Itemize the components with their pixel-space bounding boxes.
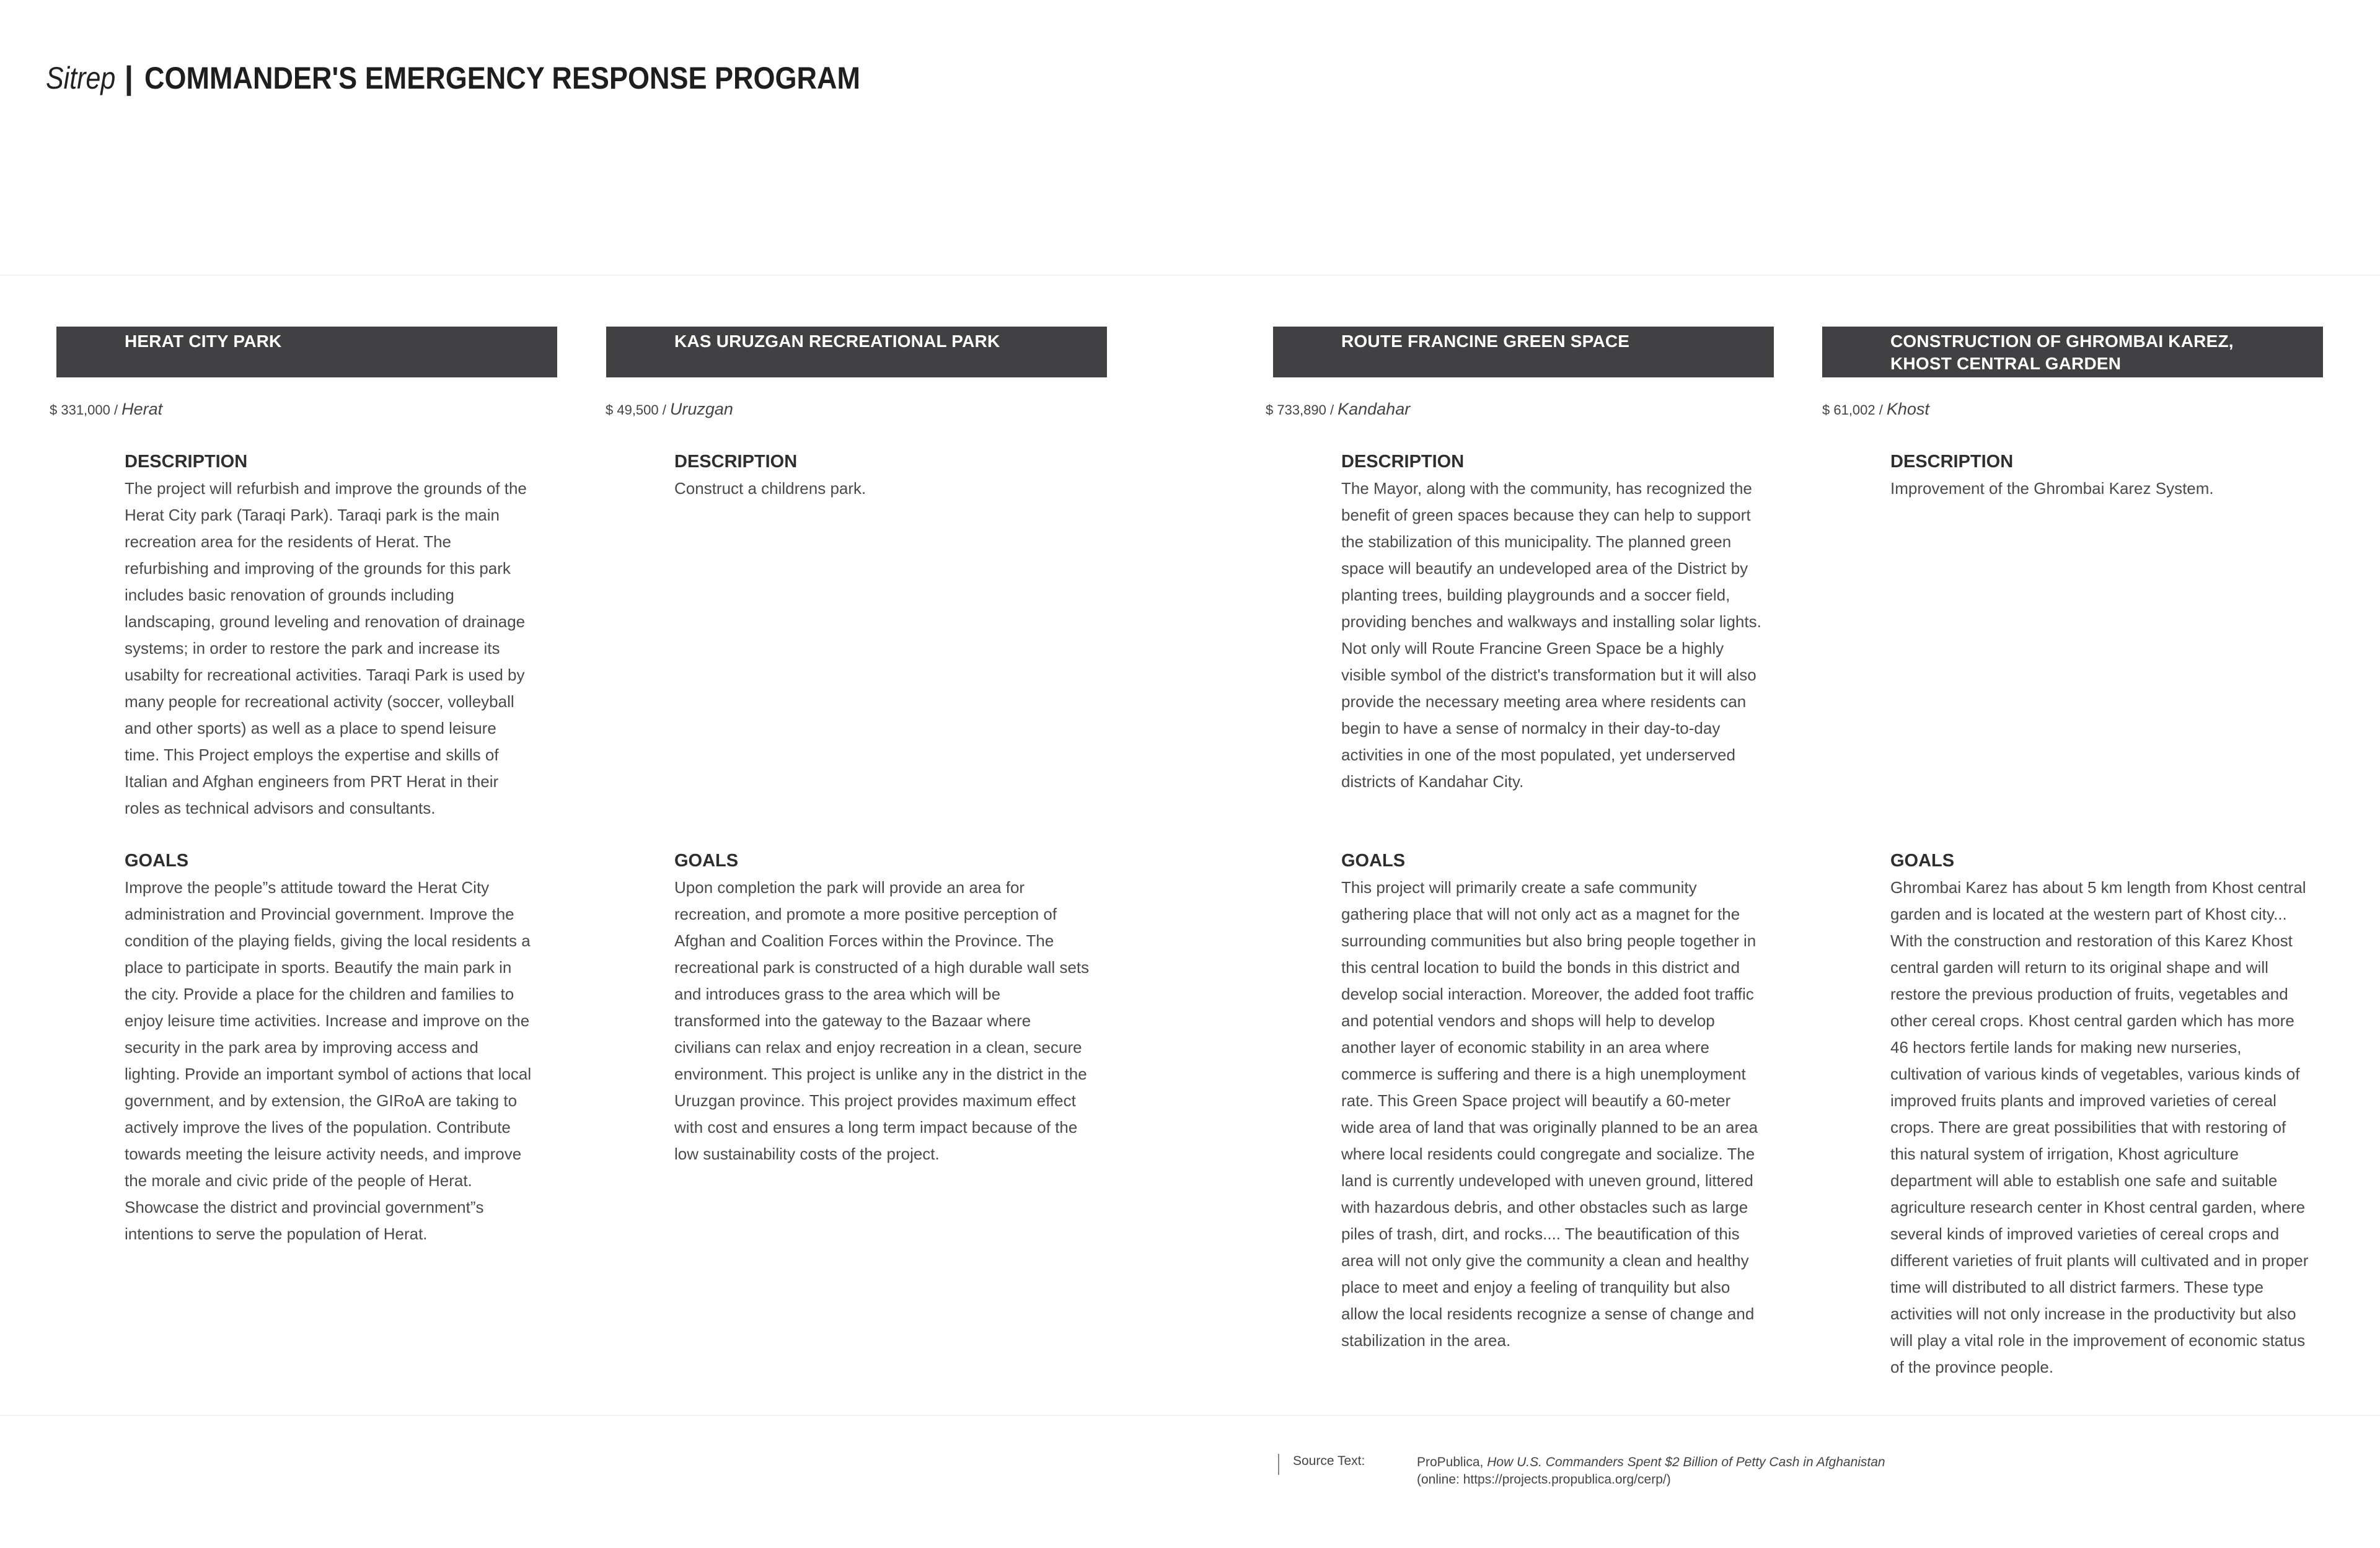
description-heading: DESCRIPTION: [1341, 452, 1465, 472]
goals-text: Ghrombai Karez has about 5 km length from Khost central garden and is located at the western part of Khost city... With the construction and restoration of this Karez Khost central garden will return to its original shape and will restore the previous production of fruits, vegetables and other cereal crops. Khost central garden which has more 46 hectors fertile lands for making new nurseries, cultivation of various kinds of vegetables, various kinds of improved fruits plants and improved varieties of cereal crops. There are great possibilities that with restoring of this natural system of irrigation, Khost agriculture department will able to establish one safe and suitable agriculture research center in Khost central garden, where several kinds of improved varieties of cereal crops and different varieties of fruit plants will cultivated and in proper time will distributed to all district farmers. These type activities will not only increase in the productivity but also will play a vital role in the improvement of economic status of the province people.: [1890, 878, 2309, 1376]
project-meta: [1266, 400, 1410, 419]
project-title: ROUTE FRANCINE GREEN SPACE: [1341, 332, 1630, 351]
description-text: Construct a childrens park.: [674, 479, 866, 498]
goals-section: [1341, 850, 1758, 1354]
project-meta: [606, 400, 733, 419]
description-text: The Mayor, along with the community, has recognized the benefit of green spaces because they can help to support the stabilization of this municipality. The planned green space will beautify an undeveloped area of the District by planting trees, building playgrounds and a soccer field, providing benches and walkways and installing solar lights. Not only will Route Francine Green Space be a highly visible symbol of the district's transformation but it will also provide the necessary meeting area where residents can begin to have a sense of normalcy in their day-to-day activities in one of the most populated, yet underserved districts of Kandahar City.: [1341, 479, 1761, 791]
description-section: [674, 451, 1083, 502]
project-cost: $ 61,002 /: [1822, 402, 1883, 418]
description-heading: DESCRIPTION: [674, 452, 798, 472]
project-title-bar: [1273, 327, 1774, 377]
project-location: Uruzgan: [669, 400, 733, 418]
project-title-bar: [1822, 327, 2323, 377]
project-cost: $ 331,000 /: [50, 402, 118, 418]
goals-section: [1890, 850, 2309, 1381]
page-title: COMMANDER'S EMERGENCY RESPONSE PROGRAM: [144, 61, 861, 95]
source-article-title: How U.S. Commanders Spent $2 Billion of Petty Cash in Afghanistan: [1487, 1455, 1885, 1469]
source-citation: [1278, 1454, 1885, 1487]
description-heading: DESCRIPTION: [125, 452, 248, 472]
goals-heading: GOALS: [674, 851, 739, 871]
project-title: HERAT CITY PARK: [125, 332, 282, 351]
sitrep-label: Sitrep: [46, 61, 116, 95]
source-url: (online: https://projects.propublica.org/cerp/): [1417, 1472, 1671, 1487]
description-section: [1890, 451, 2299, 502]
project-location: Khost: [1886, 400, 1929, 418]
description-text: Improvement of the Ghrombai Karez System.: [1890, 479, 2214, 498]
project-meta: [1822, 400, 1929, 419]
description-heading: DESCRIPTION: [1890, 452, 2014, 472]
goals-section: [125, 850, 534, 1247]
project-title-bar: [606, 327, 1107, 377]
project-title: CONSTRUCTION OF GHROMBAI KAREZ, KHOST CENTRAL GARDEN: [1890, 332, 2234, 373]
project-location: Herat: [121, 400, 163, 418]
description-text: The project will refurbish and improve the grounds of the Herat City park (Taraqi Park). Taraqi park is the main recreation area for the residents of Herat. The refurbishing and improving of the grounds for this park includes basic renovation of grounds including landscaping, ground leveling and renovation of drainage systems; in order to restore the park and increase its usabilty for recreational activities. Taraqi Park is used by many people for recreational activity (soccer, volleyball and other sports) as well as a place to spend leisure time. This Project employs the expertise and skills of Italian and Afghan engineers from PRT Herat in their roles as technical advisors and consultants.: [125, 479, 527, 817]
bottom-divider: [0, 1415, 2380, 1416]
description-section: [1341, 451, 1761, 795]
description-section: [125, 451, 534, 822]
goals-section: [674, 850, 1090, 1168]
source-label: Source Text:: [1293, 1454, 1365, 1468]
goals-text: Improve the people”s attitude toward the Herat City administration and Provincial government. Improve the condition of the playing fields, giving the local residents a place to participate in sports. Beautify the main park in the city. Provide a place for the children and families to enjoy leisure time activities. Increase and improve on the security in the park area by improving access and lighting. Provide an important symbol of actions that local government, and by extension, the GIRoA are taking to actively improve the lives of the population. Contribute towards meeting the leisure activity needs, and improve the morale and civic pride of the people of Herat. Showcase the district and provincial government”s intentions to serve the population of Herat.: [125, 878, 532, 1243]
top-divider: [0, 275, 2380, 276]
goals-heading: GOALS: [1890, 851, 1955, 871]
project-location: Kandahar: [1338, 400, 1411, 418]
project-cost: $ 733,890 /: [1266, 402, 1334, 418]
project-meta: [50, 400, 162, 419]
goals-heading: GOALS: [125, 851, 189, 871]
project-title-bar: [56, 327, 557, 377]
goals-text: This project will primarily create a safe community gathering place that will not only act as a magnet for the surrounding communities but also bring people together in this central location to build the bonds in this district and develop social interaction. Moreover, the added foot traffic and potential vendors and shops will help to develop another layer of economic stability in an area where commerce is suffering and there is a high unemployment rate. This Green Space project will beautify a 60-meter wide area of land that was originally planned to be an area where local residents could congregate and socialize. The land is currently undeveloped with uneven ground, littered with hazardous debris, and other obstacles such as large piles of trash, dirt, and rocks.... The beautification of this area will not only give the community a clean and healthy place to meet and enjoy a feeling of tranquility but also allow the local residents recognize a sense of change and stabilization in the area.: [1341, 878, 1758, 1350]
page-header: [46, 59, 940, 97]
project-cost: $ 49,500 /: [606, 402, 666, 418]
goals-heading: GOALS: [1341, 851, 1406, 871]
source-publisher: ProPublica,: [1417, 1455, 1484, 1469]
project-title: KAS URUZGAN RECREATIONAL PARK: [674, 332, 1000, 351]
source-reference: [1417, 1454, 1885, 1489]
goals-text: Upon completion the park will provide an area for recreation, and promote a more positive perception of Afghan and Coalition Forces within the Province. The recreational park is constructed of a high durable wall sets and introduces grass to the area which will be transformed into the gateway to the Bazaar where civilians can relax and enjoy recreation in a clean, secure environment. This project is unlike any in the district in the Uruzgan province. This project provides maximum effect with cost and ensures a long term impact because of the low sustainability costs of the project.: [674, 878, 1090, 1163]
header-divider: |: [124, 60, 134, 96]
